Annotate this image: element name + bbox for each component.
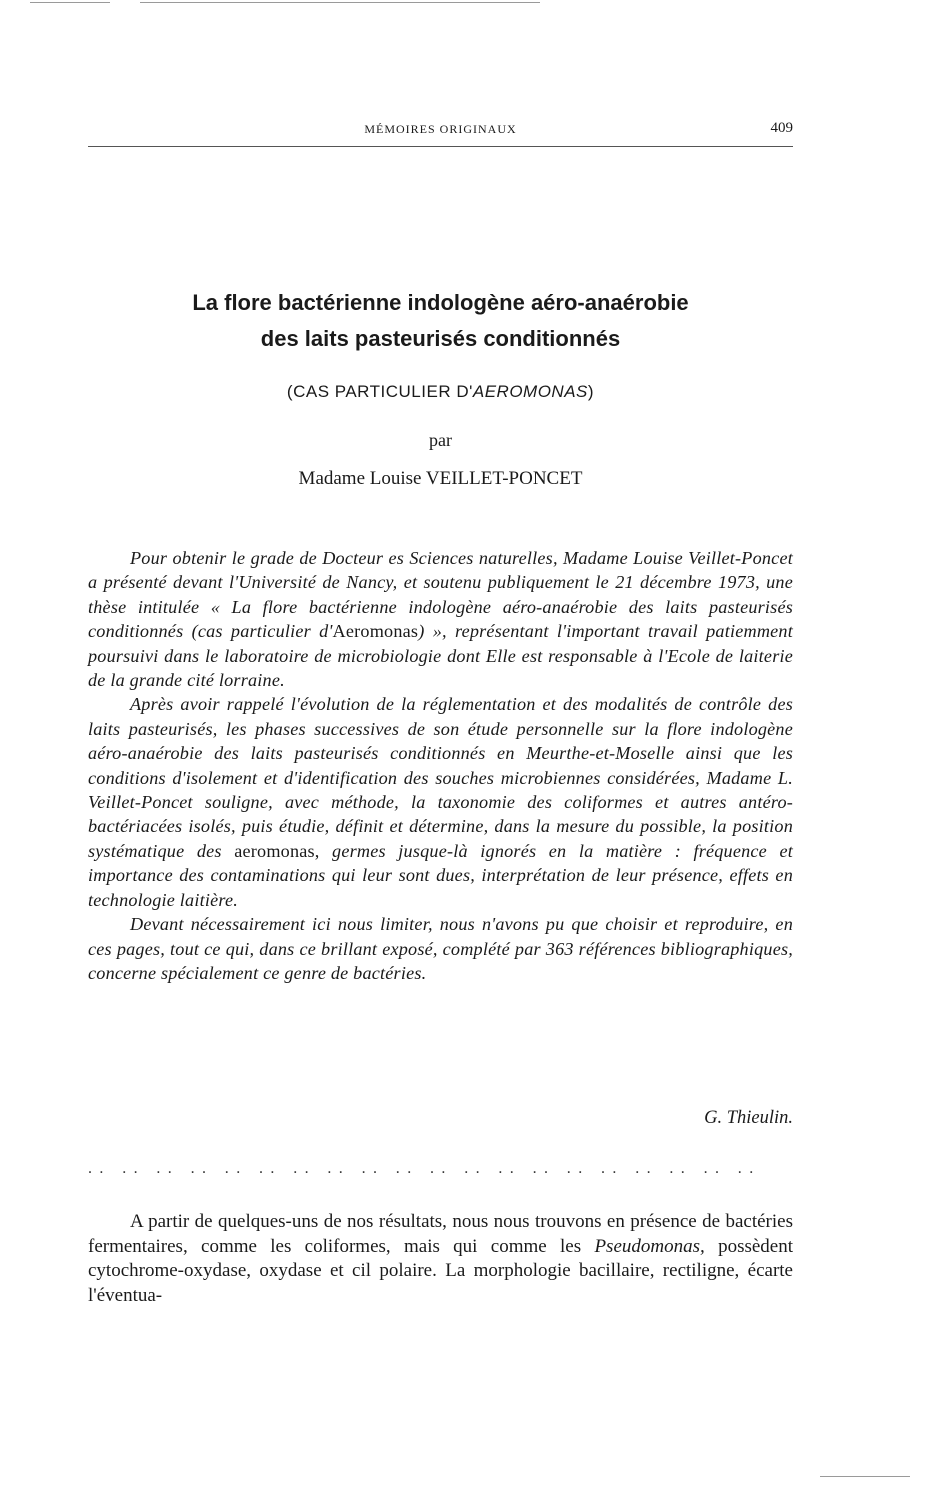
title-line-1: La flore bactérienne indologène aéro-anaérobie — [192, 290, 689, 315]
abstract-p2-text: Après avoir rappelé l'évolution de la réglementation et des modalités de contrôle des laits pasteurisés, les phases successives de son étude personnelle sur la flore indologène aéro-anaérobie des laits pasteurisés conditionnés en Meurthe-et-Moselle ainsi que les conditions d'isolement et d'identification des souches microbiennes considérées, Madame L. Veillet-Poncet souligne, avec méthode, la taxonomie des coliformes et autres antéro-bactériacées isolés, puis étudie, définit et détermine, dans la mesure du possible, la position systématique des — [88, 694, 793, 861]
signature: G. Thieulin. — [704, 1108, 793, 1128]
abstract-p2-text-end: germes jusque-là ignorés en la matière : fréquence et importance des contaminations qui leur sont dues, interprétation de leur présence, effets en technologie laitière. — [88, 840, 793, 910]
body-p1-text: A partir de quelques-uns de nos résultats, nous nous trouvons en présence de bactéries fermentaires, comme les coliformes, mais qui comme les — [88, 1211, 793, 1257]
abstract-p1-text: Pour obtenir le grade de Docteur es Sciences naturelles, Madame Louise Veillet-Poncet a présenté devant l'Université de Nancy, et soutenu publiquement le 21 décembre 1973, une thèse intitulée « La flore bactérienne indologène aéro-anaérobie des laits pasteurisés conditionnés (cas particulier d' — [88, 548, 793, 642]
scan-artifact-line — [140, 2, 540, 3]
running-title: MÉMOIRES ORIGINAUX — [364, 122, 517, 136]
body-p1-text-end: possèdent cytochrome-oxydase, oxydase et cil polaire. La morphologie bacillaire, rectiligne, écarte l'éventua- — [88, 1235, 793, 1306]
abstract-paragraph-3: Devant nécessairement ici nous limiter, nous n'avons pu que choisir et reproduire, en ces pages, tout ce qui, dans ce brillant exposé, complété par 363 références bibliographiques, concerne spécialement ce genre de bactéries. — [88, 914, 793, 983]
by-line: par — [429, 430, 452, 450]
subtitle-prefix: (CAS PARTICULIER D' — [286, 382, 473, 401]
dotted-separator: .. .. .. .. .. .. .. .. .. .. .. .. .. .. .. .. .. .. .. .. — [88, 1160, 761, 1177]
title-line-2: des laits pasteurisés conditionnés — [260, 326, 621, 351]
page-number: 409 — [770, 120, 793, 136]
article-subtitle — [88, 382, 793, 402]
body-p1-genus: Pseudomonas, — [594, 1235, 705, 1257]
abstract-paragraph-1 — [88, 546, 793, 692]
abstract-p1-text-end: ) », représentant l'important travail patiemment poursuivi dans le laboratoire de microbiologie dont Elle est responsable à l'Ecole de laiterie de la grande cité lorraine. — [88, 621, 793, 691]
body-text — [88, 1210, 793, 1308]
body-paragraph-1 — [88, 1210, 793, 1308]
subtitle-italic: AEROMONAS — [472, 382, 588, 401]
abstract — [88, 546, 793, 985]
scan-artifact-line — [30, 2, 110, 3]
abstract-paragraph-2 — [88, 692, 793, 912]
article-title — [88, 285, 793, 357]
abstract-p2-genus: aeromonas, — [234, 840, 320, 861]
running-header — [88, 120, 793, 147]
subtitle-suffix: ) — [587, 382, 595, 401]
scan-artifact-line — [820, 1476, 910, 1477]
abstract-p1-genus: Aeromonas — [332, 621, 419, 642]
author-name: Madame Louise VEILLET-PONCET — [298, 468, 583, 489]
